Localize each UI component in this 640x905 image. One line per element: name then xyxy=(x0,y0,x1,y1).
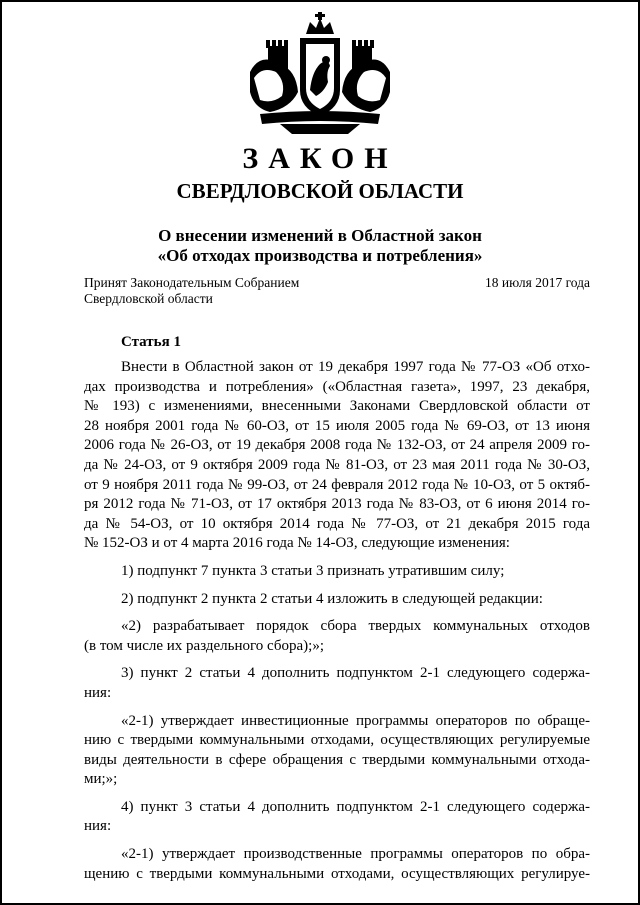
document-title: ЗАКОН xyxy=(242,142,398,175)
text-line: ния: xyxy=(84,818,112,835)
page-border-left xyxy=(0,0,2,905)
adoption-line: Принят Законодательным Собранием xyxy=(84,275,300,290)
law-name-line: «Об отходах производства и потребления» xyxy=(157,246,483,265)
text-line: 3) пункт 2 статьи 4 дополнить подпунктом 2-1 следующего содержа- xyxy=(121,665,590,682)
text-line: ря 2012 года № 71-ОЗ, от 17 октября 2013 года № 83-ОЗ, от 6 июня 2014 го- xyxy=(84,496,590,513)
text-line: ми;»; xyxy=(84,771,118,788)
text-line: да № 24-ОЗ, от 9 октября 2009 года № 81-ОЗ, от 23 мая 2011 года № 30-ОЗ, xyxy=(84,456,590,473)
text-line: нию с твердыми коммунальными отходами, осуществляющих регулируемые xyxy=(84,732,590,749)
paragraph-gap xyxy=(84,790,590,798)
article-heading: Статья 1 xyxy=(121,334,181,350)
text-line: 2006 года № 26-ОЗ, от 19 декабря 2008 года № 132-ОЗ, от 24 апреля 2009 го- xyxy=(84,437,590,454)
text-line: ния: xyxy=(84,684,112,701)
text-line: да № 54-ОЗ, от 10 октября 2014 года № 77-ОЗ, от 21 декабря 2015 года xyxy=(84,515,590,532)
text-line: дах производства и потребления» («Областная газета», 1997, 23 декабря, xyxy=(84,378,590,395)
paragraph xyxy=(84,664,590,703)
paragraph xyxy=(84,712,590,790)
page-border-top xyxy=(0,0,640,2)
paragraph-gap xyxy=(84,609,590,617)
text-line: «2-1) утверждает инвестиционные программы операторов по обраще- xyxy=(121,712,590,729)
paragraph xyxy=(84,845,590,884)
coat-of-arms-icon xyxy=(240,12,400,134)
paragraph-gap xyxy=(84,582,590,590)
text-line: № 193) с изменениями, внесенными Законами Свердловской области от xyxy=(84,398,590,415)
law-name-line: О внесении изменений в Областной закон xyxy=(158,226,482,245)
text-line: 4) пункт 3 статьи 4 дополнить подпунктом 2-1 следующего содержа- xyxy=(121,798,590,815)
law-name xyxy=(0,226,640,266)
paragraph-gap xyxy=(84,704,590,712)
paragraph-gap xyxy=(84,837,590,845)
text-line: от 9 ноября 2011 года № 99-ОЗ, от 24 февраля 2012 года № 10-ОЗ, от 5 октяб- xyxy=(84,476,590,493)
paragraph xyxy=(84,617,590,656)
text-line: «2-1) утверждает производственные программы операторов по обра- xyxy=(121,846,590,863)
text-line: 2) подпункт 2 пункта 2 статьи 4 изложить в следующей редакции: xyxy=(121,590,543,607)
adoption-info xyxy=(84,275,299,307)
text-line: (в том числе их раздельного сбора);»; xyxy=(84,637,324,654)
text-line: виды деятельности в сфере обращения с твердыми коммунальными отхода- xyxy=(84,751,590,768)
paragraph xyxy=(84,562,590,582)
text-line: № 152-ОЗ и от 4 марта 2016 года № 14-ОЗ, следующие изменения: xyxy=(84,535,510,552)
text-line: 1) подпункт 7 пункта 3 статьи 3 признать утратившим силу; xyxy=(121,562,505,579)
text-line: Внести в Областной закон от 19 декабря 1997 года № 77-ОЗ «Об отхо- xyxy=(121,359,590,375)
text-line: щению с твердыми коммунальными отходами, осуществляющих регулируе- xyxy=(84,865,590,882)
paragraph-gap xyxy=(84,554,590,562)
paragraph-gap xyxy=(84,656,590,664)
article-body xyxy=(84,358,590,884)
adoption-line: Свердловской области xyxy=(84,291,213,306)
document-region: СВЕРДЛОВСКОЙ ОБЛАСТИ xyxy=(176,179,464,203)
paragraph xyxy=(84,590,590,610)
text-line: «2) разрабатывает порядок сбора твердых коммунальных отходов xyxy=(121,618,590,635)
paragraph xyxy=(84,358,590,554)
text-line: 28 ноября 2001 года № 60-ОЗ, от 15 июля 2005 года № 69-ОЗ, от 13 июня xyxy=(84,417,590,434)
paragraph xyxy=(84,798,590,837)
adoption-date: 18 июля 2017 года xyxy=(485,275,590,290)
